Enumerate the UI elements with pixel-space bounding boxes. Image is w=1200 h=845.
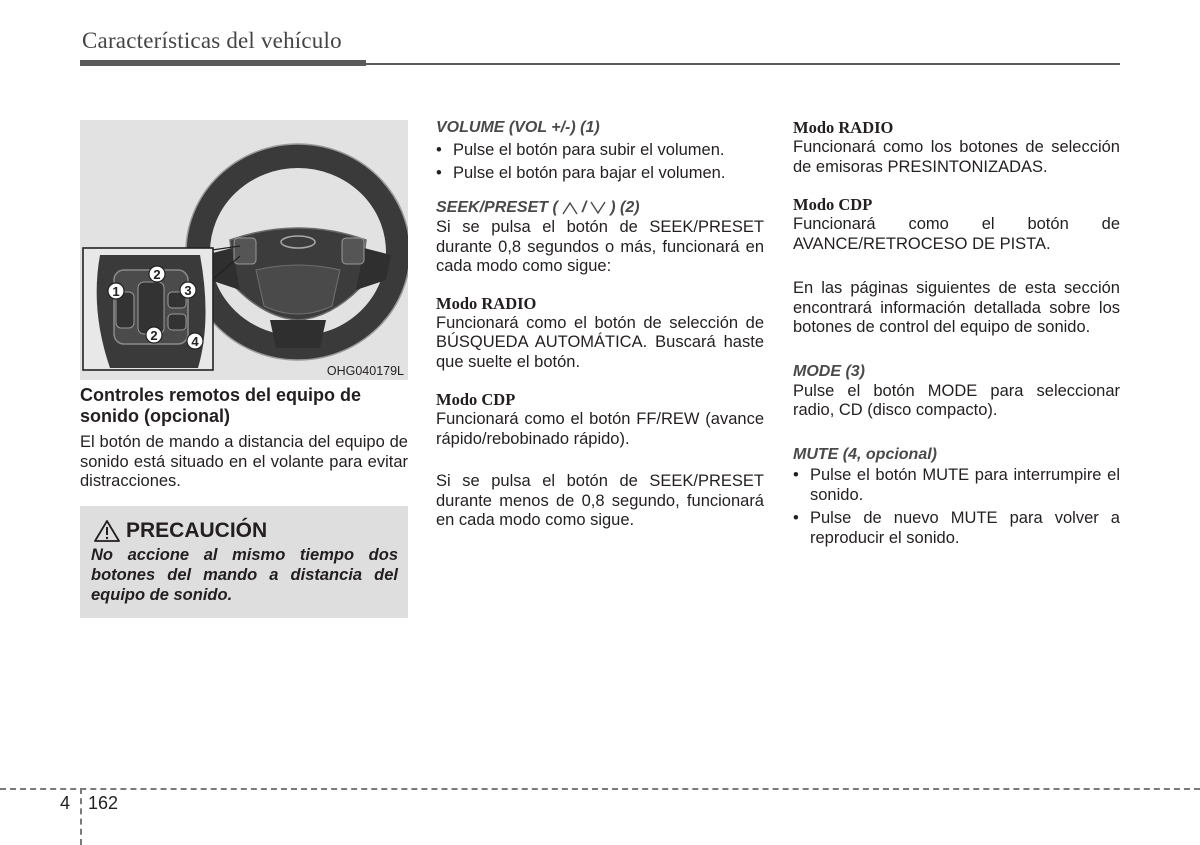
col2-cdp-heading: Modo CDP bbox=[436, 390, 516, 409]
wheel-spoke-bottom bbox=[270, 320, 326, 348]
seek-down-icon bbox=[589, 201, 607, 215]
col3-radio-paragraph: Funcionará como los botones de selección de emisoras PRESINTONIZADAS. bbox=[793, 138, 1120, 176]
page-number: 162 bbox=[88, 793, 119, 813]
column-2 bbox=[436, 118, 764, 531]
footer-dashed-divider bbox=[80, 788, 82, 845]
seek-heading-pre: SEEK/PRESET ( bbox=[436, 199, 558, 216]
col2-radio-heading: Modo RADIO bbox=[436, 293, 537, 313]
col2-cdp-paragraph: Funcionará como el botón FF/REW (avance rápido/rebobinado rápido). bbox=[436, 410, 764, 448]
callout-4 bbox=[187, 333, 203, 349]
inset-mute-button bbox=[168, 314, 186, 330]
col3-radio-heading: Modo RADIO bbox=[793, 118, 894, 137]
seek-heading bbox=[436, 198, 764, 218]
caution-text: No accione al mismo tiempo dos botones del mando a distancia del equipo de sonido. bbox=[91, 546, 398, 604]
wheel-audio-controls bbox=[234, 238, 256, 264]
page-header-title: Características del vehículo bbox=[82, 28, 342, 53]
section-number: 4 bbox=[60, 793, 71, 813]
list-item: • Pulse de nuevo MUTE para volver a reproducir el sonido. bbox=[793, 508, 1120, 548]
seek-short-paragraph: Si se pulsa el botón de SEEK/PRESET durante menos de 0,8 segundo, funcionará en cada modo como sigue. bbox=[436, 472, 764, 529]
section-intro-paragraph: El botón de mando a distancia del equipo de sonido está situado en el volante para evitar distracciones. bbox=[80, 433, 408, 490]
caution-box bbox=[80, 506, 408, 618]
header-rule-thick bbox=[80, 60, 366, 66]
inset-seek-rocker bbox=[138, 282, 164, 334]
info-paragraph: En las páginas siguientes de esta sección encontrará información detallada sobre los botones de control del equipo de sonido. bbox=[793, 279, 1120, 336]
seek-heading-post: ) (2) bbox=[610, 199, 640, 216]
steering-wheel-illustration bbox=[80, 120, 408, 380]
callout-1 bbox=[108, 283, 124, 299]
mute-list bbox=[793, 465, 1120, 548]
mode-paragraph: Pulse el botón MODE para seleccionar radio, CD (disco compacto). bbox=[793, 381, 1120, 419]
section-heading: Controles remotos del equipo de sonido (opcional) bbox=[80, 385, 362, 426]
callout-2-top bbox=[149, 266, 165, 282]
mode-heading: MODE (3) bbox=[793, 362, 865, 380]
callout-2-bottom bbox=[146, 327, 162, 343]
callout-3-label: 3 bbox=[184, 283, 192, 298]
list-item: • Pulse el botón para subir el volumen. bbox=[436, 140, 764, 160]
col3-cdp-heading: Modo CDP bbox=[793, 195, 873, 214]
callout-1-label: 1 bbox=[112, 284, 120, 299]
list-item: • Pulse el botón para bajar el volumen. bbox=[436, 163, 764, 183]
caution-title: PRECAUCIÓN bbox=[126, 519, 268, 542]
seek-heading-slash: / bbox=[581, 199, 587, 216]
mute-heading: MUTE (4, opcional) bbox=[793, 445, 937, 463]
callout-3 bbox=[180, 282, 196, 298]
col3-cdp-paragraph: Funcionará como el botón de AVANCE/RETROCESO DE PISTA. bbox=[793, 215, 1120, 253]
column-3 bbox=[793, 118, 1120, 548]
col2-radio-paragraph: Funcionará como el botón de selección de BÚSQUEDA AUTOMÁTICA. Buscará haste que suelte el botón. bbox=[436, 313, 764, 371]
section-heading-block bbox=[80, 385, 408, 492]
callout-2-bottom-label: 2 bbox=[150, 328, 158, 343]
callout-4-label: 4 bbox=[191, 334, 199, 349]
footer-dashed-rule bbox=[0, 788, 1200, 790]
volume-list bbox=[436, 140, 764, 183]
seek-paragraph: Si se pulsa el botón de SEEK/PRESET durante 0,8 segundos o más, funcionará en cada modo como sigue: bbox=[436, 218, 764, 275]
seek-up-icon bbox=[561, 201, 579, 215]
header-rule-thin bbox=[366, 63, 1120, 65]
wheel-right-controls bbox=[342, 238, 364, 264]
steering-wheel-figure bbox=[80, 120, 408, 380]
warning-triangle-icon bbox=[94, 520, 120, 542]
callout-2-top-label: 2 bbox=[153, 267, 161, 282]
wheel-airbag bbox=[256, 265, 340, 314]
figure-code: OHG040179L bbox=[326, 364, 404, 378]
list-item: • Pulse el botón MUTE para interrumpire el sonido. bbox=[793, 465, 1120, 505]
volume-heading: VOLUME (VOL +/-) (1) bbox=[436, 119, 600, 136]
